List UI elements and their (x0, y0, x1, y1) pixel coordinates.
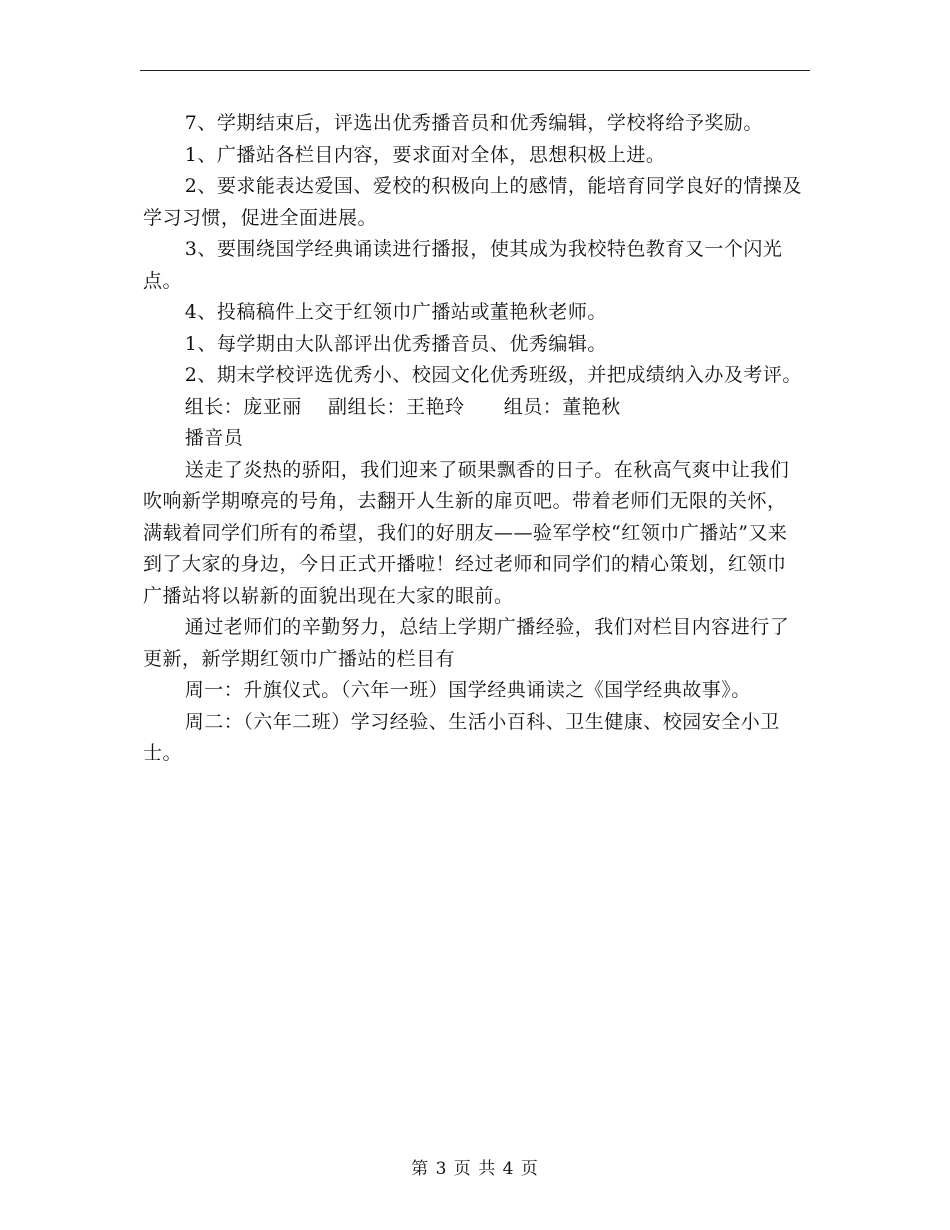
announcer-label: 播音员 (184, 427, 244, 449)
team-member: 组员：董艳秋 (503, 395, 621, 418)
document-body (143, 108, 803, 770)
schedule-monday: 周一：升旗仪式。（六年一班）国学经典诵读之《国学经典故事》。 (184, 679, 751, 701)
paragraph: 4、投稿稿件上交于红领巾广播站或董艳秋老师。 (184, 301, 607, 323)
paragraph: 7、学期结束后，评选出优秀播音员和优秀编辑，学校将给予奖励。 (184, 112, 763, 134)
header-rule (140, 70, 810, 71)
team-leader: 组长：庞亚丽 (184, 395, 302, 418)
schedule-tuesday: 周二：（六年二班）学习经验、生活小百科、卫生健康、校园安全小卫士。 (143, 710, 780, 764)
paragraph: 2、期末学校评选优秀小、校园文化优秀班级，并把成绩纳入办及考评。 (184, 364, 802, 386)
paragraph: 2、要求能表达爱国、爱校的积极向上的感情，能培育同学良好的情操及学习习惯，促进全面进展。 (143, 175, 802, 229)
intro-paragraph: 通过老师们的辛勤努力，总结上学期广播经验，我们对栏目内容进行了更新，新学期红领巾广播站的栏目有 (143, 616, 790, 670)
paragraph: 1、广播站各栏目内容，要求面对全体，思想积极上进。 (184, 143, 666, 166)
team-line (143, 392, 803, 424)
intro-paragraph: 送走了炎热的骄阳，我们迎来了硕果飘香的日子。在秋高气爽中让我们吹响新学期嘹亮的号角，去翻开人生新的扉页吧。带着老师们无限的关怀，满载着同学们所有的希望，我们的好朋友——验军学校“红领巾广播站”又来到了大家的身边，今日正式开播啦！经过老师和同学们的精心策划，红领巾广播站将以崭新的面貌出现在大家的眼前。 (143, 458, 790, 607)
team-deputy: 副组长：王艳玲 (327, 395, 465, 418)
paragraph: 3、要围绕国学经典诵读进行播报，使其成为我校特色教育又一个闪光点。 (143, 238, 783, 292)
paragraph: 1、每学期由大队部评出优秀播音员、优秀编辑。 (184, 332, 607, 355)
page-number: 第 3 页 共 4 页 (411, 1159, 539, 1179)
